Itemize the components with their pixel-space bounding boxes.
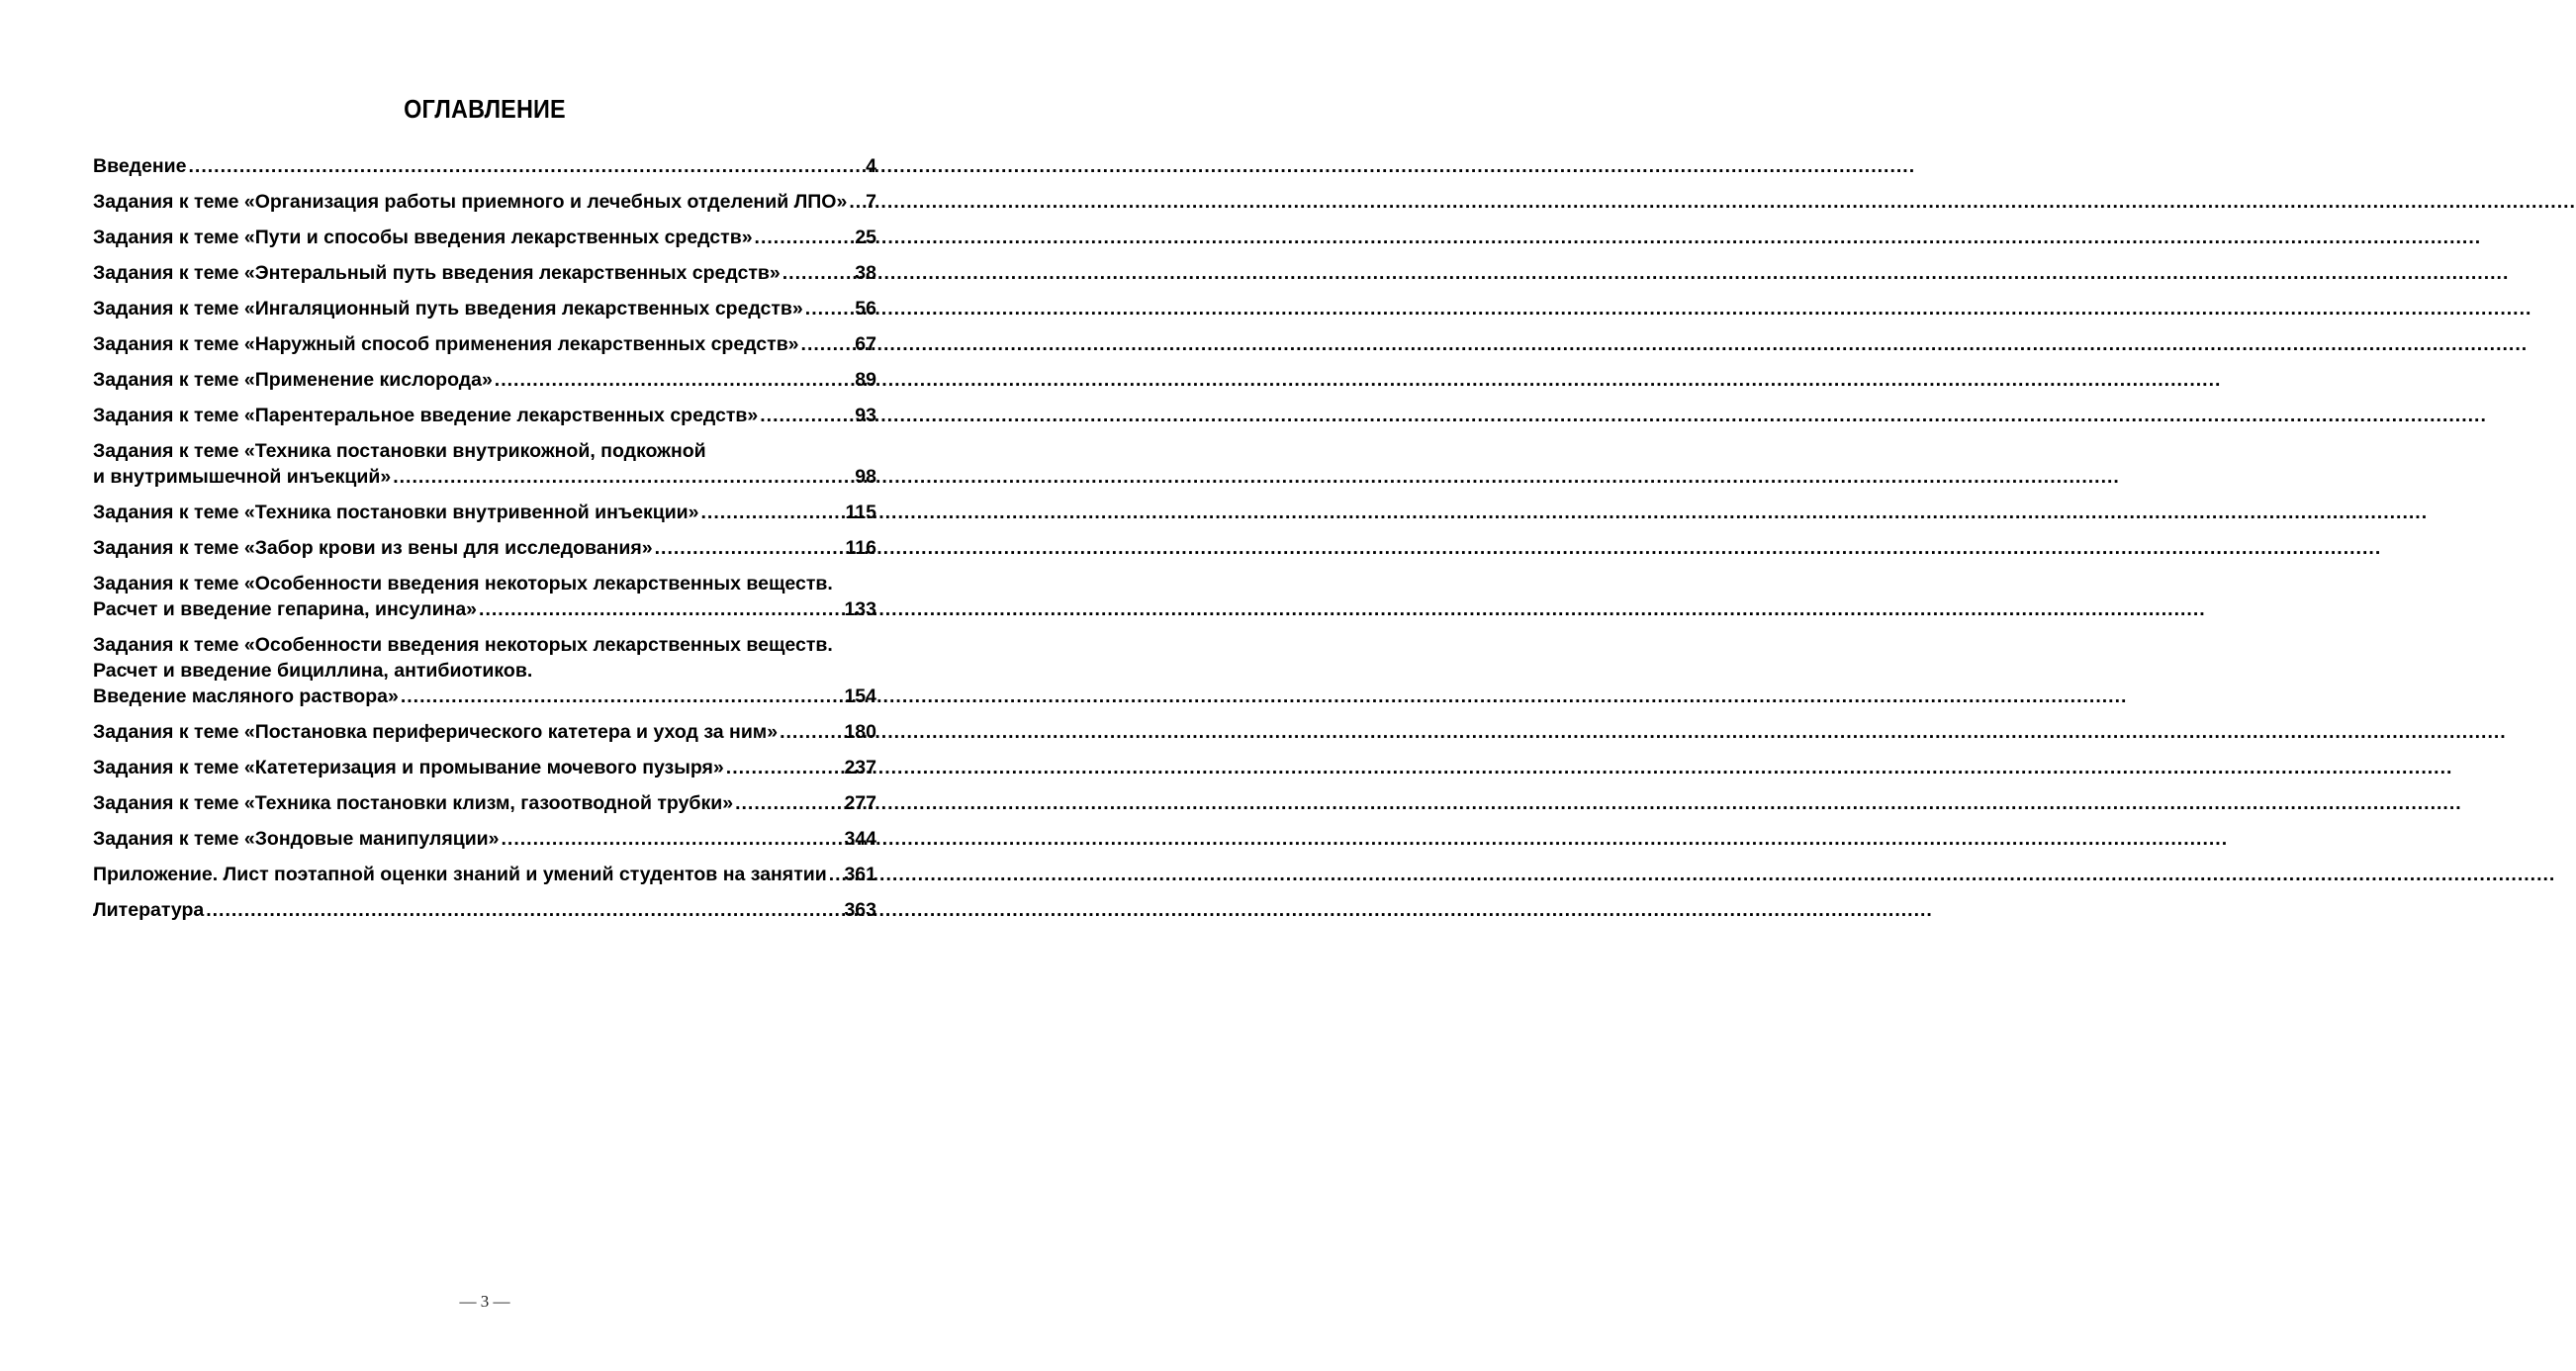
toc-entry[interactable] xyxy=(93,403,876,428)
dot-leader xyxy=(189,153,865,179)
dot-leader xyxy=(760,403,853,428)
toc-entry[interactable] xyxy=(93,296,876,321)
toc-entry[interactable] xyxy=(93,790,876,816)
toc-page-number: 154 xyxy=(844,686,876,707)
dot-leader xyxy=(393,464,853,490)
toc-page-number: 115 xyxy=(845,502,876,523)
toc-entry-text: Введение масляного раствора» xyxy=(93,686,399,707)
toc-entry-text: Задания к теме «Катетеризация и промывание мочевого пузыря» xyxy=(93,757,724,778)
toc-entry-text: Задания к теме «Техника постановки внутривенной инъекции» xyxy=(93,502,699,523)
toc-page-number: 363 xyxy=(844,899,876,921)
toc-entry-text: Расчет и введение гепарина, инсулина» xyxy=(93,598,478,620)
toc-page-number: 98 xyxy=(855,466,876,488)
toc-entry-text: Задания к теме «Зондовые манипуляции» xyxy=(93,828,500,850)
toc-entry-text: Литература xyxy=(93,899,205,921)
dot-leader xyxy=(502,826,843,852)
toc-entry-text: Задания к теме «Парентеральное введение лекарственных средств» xyxy=(93,405,759,426)
toc-page-number: 93 xyxy=(855,405,876,426)
toc-page-number: 56 xyxy=(855,298,876,320)
dot-leader xyxy=(755,225,854,250)
dot-leader xyxy=(495,367,854,393)
toc-entry-text: Задания к теме «Ингаляционный путь введения лекарственных средств» xyxy=(93,298,803,320)
toc-page-number: 344 xyxy=(844,828,876,850)
toc-entry[interactable] xyxy=(93,438,876,490)
toc-entry[interactable] xyxy=(93,719,876,745)
dot-leader xyxy=(206,897,842,923)
toc-page-number: 38 xyxy=(855,262,876,284)
dot-leader xyxy=(782,260,854,286)
dot-leader xyxy=(479,596,842,622)
toc-entry[interactable] xyxy=(93,535,876,561)
dot-leader xyxy=(735,790,842,816)
toc-page-number: 67 xyxy=(855,333,876,355)
toc-entry-text: Задания к теме «Техника постановки внутрикожной, подкожной xyxy=(93,440,706,462)
toc-page-number: 89 xyxy=(855,369,876,391)
page-title: ОГЛАВЛЕНИЕ xyxy=(404,94,566,124)
toc-entry[interactable] xyxy=(93,755,876,780)
toc-page-number: 133 xyxy=(844,598,876,620)
dot-leader xyxy=(805,296,854,321)
toc-entry[interactable] xyxy=(93,189,876,215)
toc-entry[interactable] xyxy=(93,331,876,357)
toc-entry-text: Задания к теме «Особенности введения некоторых лекарственных веществ. xyxy=(93,634,833,656)
dot-leader xyxy=(829,862,843,887)
toc-entry-text: Расчет и введение бициллина, антибиотиков. xyxy=(93,660,533,682)
toc-entry-text: Приложение. Лист поэтапной оценки знаний и умений студентов на занятии xyxy=(93,864,827,885)
dot-leader xyxy=(780,719,842,745)
toc-entry-text: Задания к теме «Пути и способы введения лекарственных средств» xyxy=(93,227,753,248)
toc-entry[interactable] xyxy=(93,260,876,286)
toc-page-number: 361 xyxy=(844,864,876,885)
dot-leader xyxy=(801,331,854,357)
dot-leader xyxy=(655,535,844,561)
toc-page-number: 277 xyxy=(844,792,876,814)
page-number: — 3 — xyxy=(459,1292,510,1311)
toc-entry-text: Задания к теме «Постановка периферического катетера и уход за ним» xyxy=(93,721,779,743)
toc-entry[interactable] xyxy=(93,225,876,250)
dot-leader xyxy=(401,684,843,709)
toc-entry-text: Задания к теме «Наружный способ применения лекарственных средств» xyxy=(93,333,799,355)
toc-page-number: 180 xyxy=(844,721,876,743)
toc-entry-text: Задания к теме «Применение кислорода» xyxy=(93,369,493,391)
toc-entry-text: и внутримышечной инъекций» xyxy=(93,466,392,488)
table-of-contents xyxy=(93,153,876,933)
dot-leader xyxy=(726,755,843,780)
toc-entry[interactable] xyxy=(93,632,876,709)
toc-page-number: 7 xyxy=(866,191,876,213)
toc-entry-text: Введение xyxy=(93,155,187,177)
toc-entry[interactable] xyxy=(93,153,876,179)
toc-page-number: 237 xyxy=(844,757,876,778)
toc-entry[interactable] xyxy=(93,826,876,852)
toc-entry-text: Задания к теме «Особенности введения некоторых лекарственных веществ. xyxy=(93,573,833,594)
toc-entry[interactable] xyxy=(93,367,876,393)
toc-page-number: 25 xyxy=(855,227,876,248)
toc-entry[interactable] xyxy=(93,500,876,525)
toc-entry[interactable] xyxy=(93,571,876,622)
toc-entry-text: Задания к теме «Техника постановки клизм, газоотводной трубки» xyxy=(93,792,734,814)
dot-leader xyxy=(849,189,864,215)
toc-entry[interactable] xyxy=(93,897,876,923)
toc-page-number: 116 xyxy=(845,537,876,559)
toc-entry-text: Задания к теме «Забор крови из вены для исследования» xyxy=(93,537,653,559)
toc-page-number: 4 xyxy=(866,155,876,177)
toc-entry[interactable] xyxy=(93,862,876,887)
toc-entry-text: Задания к теме «Энтеральный путь введения лекарственных средств» xyxy=(93,262,781,284)
toc-entry-text: Задания к теме «Организация работы приемного и лечебных отделений ЛПО» xyxy=(93,191,848,213)
dot-leader xyxy=(701,500,844,525)
